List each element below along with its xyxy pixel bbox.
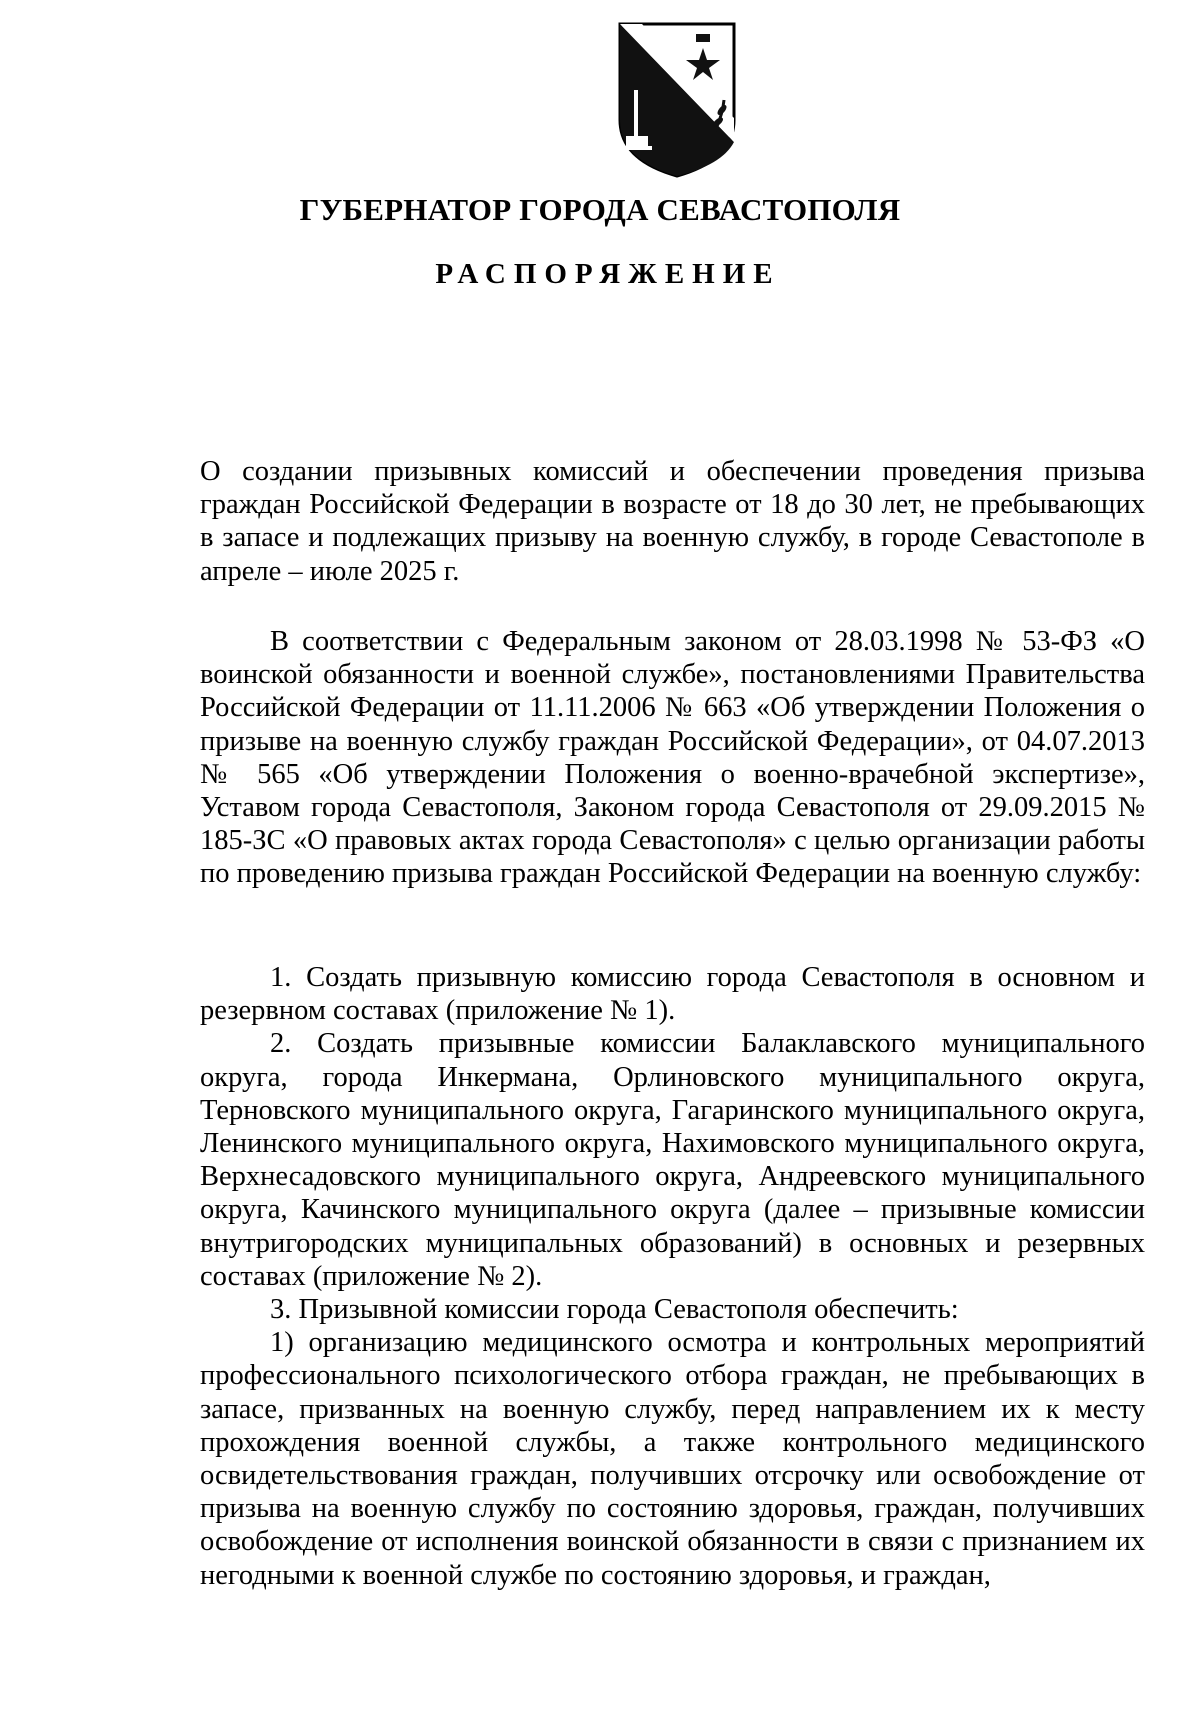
sevastopol-coat-of-arms-icon [612, 20, 742, 180]
preamble-paragraph: В соответствии с Федеральным законом от 28.03.1998 № 53-ФЗ «О воинской обязанности и военной службе», постановлениями Правительства Российской Федерации от 11.11.2006 № 663 «Об утверждении Положения о призыве на военную службу граждан Российской Федерации», от 04.07.2013 № 565 «Об утверждении Положения о военно-врачебной экспертизе», Уставом города Севастополя, Законом города Севастополя от 29.09.2015 № 185-ЗС «О правовых актах города Севастополя» с целью организации работы по проведению призыва граждан Российской Федерации на военную службу: [200, 626, 1145, 890]
item-1: 1. Создать призывную комиссию города Севастополя в основном и резервном составах (приложение № 1). [200, 962, 1145, 1027]
subject-paragraph: О создании призывных комиссий и обеспечении проведения призыва граждан Российской Федерации в возрасте от 18 до 30 лет, не пребывающих в запасе и подлежащих призыву на военную службу, в городе Севастополе в апреле – июле 2025 г. [200, 456, 1145, 587]
document-type: РАСПОРЯЖЕНИЕ [435, 258, 781, 290]
document-items [200, 961, 1145, 1592]
item-3: 3. Призывной комиссии города Севастополя обеспечить: [270, 1294, 959, 1326]
document-preamble [200, 625, 1145, 891]
issuer-title: ГУБЕРНАТОР ГОРОДА СЕВАСТОПОЛЯ [299, 192, 901, 227]
document-subject [200, 455, 1145, 588]
item-3-1: 1) организацию медицинского осмотра и контрольных мероприятий профессионального психологического отбора граждан, не пребывающих в запасе, призванных на военную службу, перед направлением их к месту прохождения военной службы, а также контрольного медицинского освидетельствования граждан, получивших отсрочку или освобождение от призыва на военную службу по состоянию здоровья, граждан, получивших освобождение от исполнения воинской обязанности в связи с признанием их негодными к военной службе по состоянию здоровья, и граждан, [200, 1327, 1145, 1591]
item-2: 2. Создать призывные комиссии Балаклавского муниципального округа, города Инкермана, Орлиновского муниципального округа, Терновского муниципального округа, Гагаринского муниципального округа, Ленинского муниципального округа, Нахимовского муниципального округа, Верхнесадовского муниципального округа, Андреевского муниципального округа, Качинского муниципального округа (далее – призывные комиссии внутригородских муниципальных образований) в основных и резервных составах (приложение № 2). [200, 1028, 1145, 1292]
